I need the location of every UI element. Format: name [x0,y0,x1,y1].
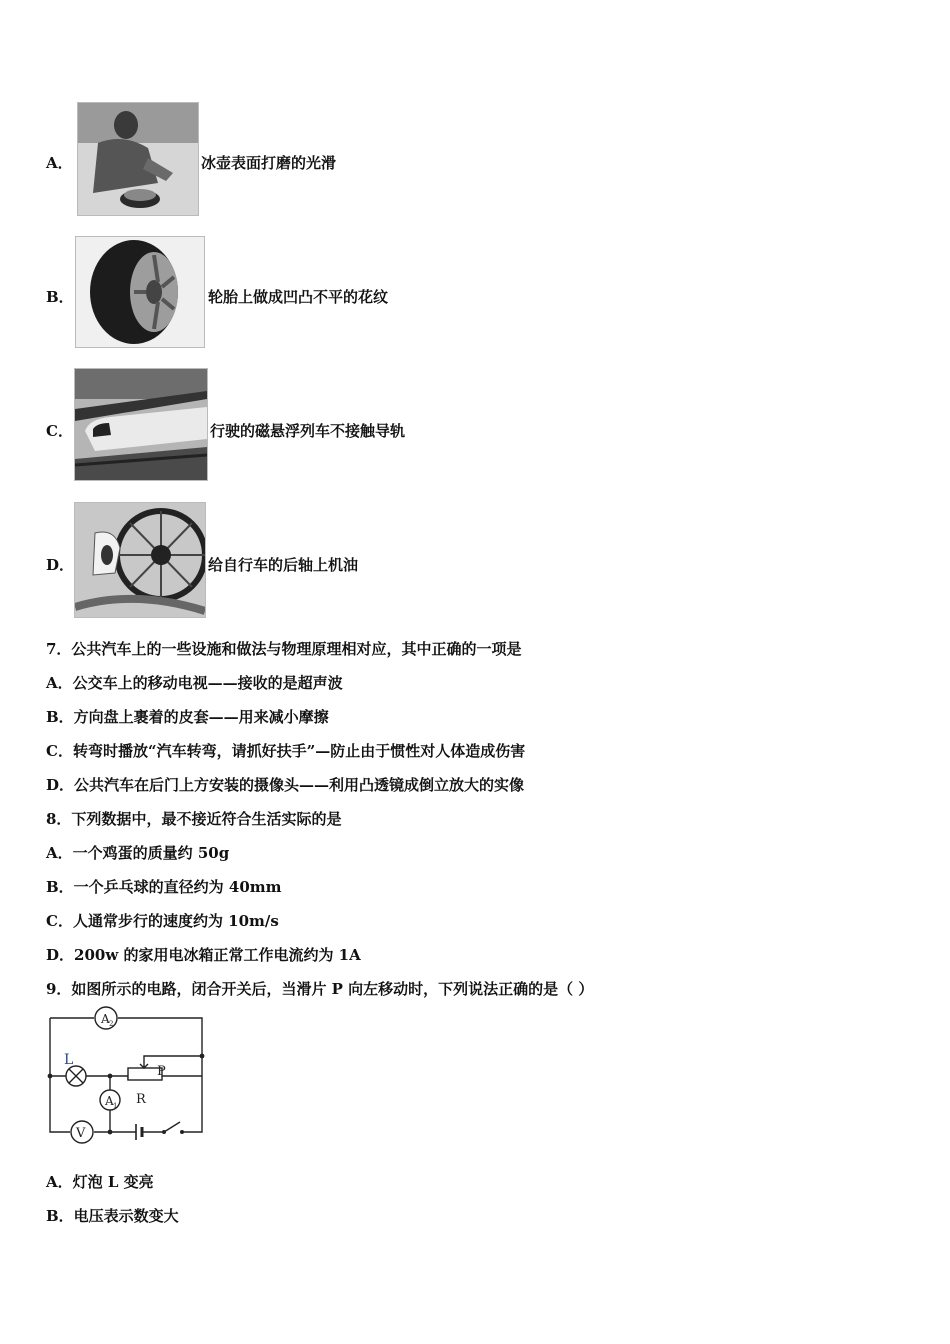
question-8-option-c: C．人通常步行的速度约为 10m/s [46,912,279,930]
svg-text:1: 1 [113,1102,118,1110]
ammeter-a1 [100,1090,120,1110]
svg-text:V: V [76,1126,86,1141]
option-letter: B． [46,288,74,306]
svg-text:P: P [157,1064,166,1079]
question-8-option-b: B．一个乒乓球的直径约为 40mm [46,878,282,896]
battery [136,1124,162,1140]
curling-photo [77,102,199,216]
question-7-option-b: B．方向盘上裹着的皮套——用来减小摩擦 [46,708,329,726]
option-letter: A． [46,154,73,172]
question-8-option-d: D．200w 的家用电冰箱正常工作电流约为 1A [46,946,361,964]
option-text: 轮胎上做成凹凸不平的花纹 [208,288,389,306]
question-9-option-b: B．电压表示数变大 [46,1207,179,1225]
bicycle-oil-photo [74,502,206,618]
circuit-diagram [44,1006,212,1154]
svg-text:2: 2 [109,1020,114,1028]
option-letter: D． [46,556,75,574]
svg-text:R: R [136,1092,146,1107]
svg-text:A: A [105,1094,114,1108]
question-7-stem: 7．公共汽车上的一些设施和做法与物理原理相对应，其中正确的一项是 [46,640,522,658]
wire-slider [144,1056,202,1062]
tire-photo [75,236,205,348]
question-8-stem: 8．下列数据中，最不接近符合生活实际的是 [46,810,342,828]
svg-text:L: L [64,1052,74,1068]
option-text: 冰壶表面打磨的光滑 [201,154,337,172]
question-7-option-a: A．公交车上的移动电视——接收的是超声波 [46,674,343,692]
option-letter: C． [46,422,73,440]
option-text: 给自行车的后轴上机油 [208,556,359,574]
ammeter-a2 [95,1007,117,1029]
question-7-option-d: D．公共汽车在后门上方安装的摄像头——利用凸透镜成倒立放大的实像 [46,776,525,794]
question-9-stem: 9．如图所示的电路，闭合开关后，当滑片 P 向左移动时，下列说法正确的是（ ） [46,980,594,998]
rheostat-r [128,1062,166,1107]
question-9-option-a: A．灯泡 L 变亮 [46,1173,154,1191]
option-text: 行驶的磁悬浮列车不接触导轨 [210,422,406,440]
svg-text:A: A [101,1012,110,1026]
lamp-l [64,1052,86,1086]
wire-left [50,1018,136,1132]
maglev-train-photo [74,368,208,481]
question-8-option-a: A．一个鸡蛋的质量约 50g [46,844,230,862]
switch [162,1122,184,1134]
voltmeter-v [71,1121,93,1143]
question-7-option-c: C．转弯时播放“汽车转弯，请抓好扶手”—防止由于惯性对人体造成伤害 [46,742,526,760]
